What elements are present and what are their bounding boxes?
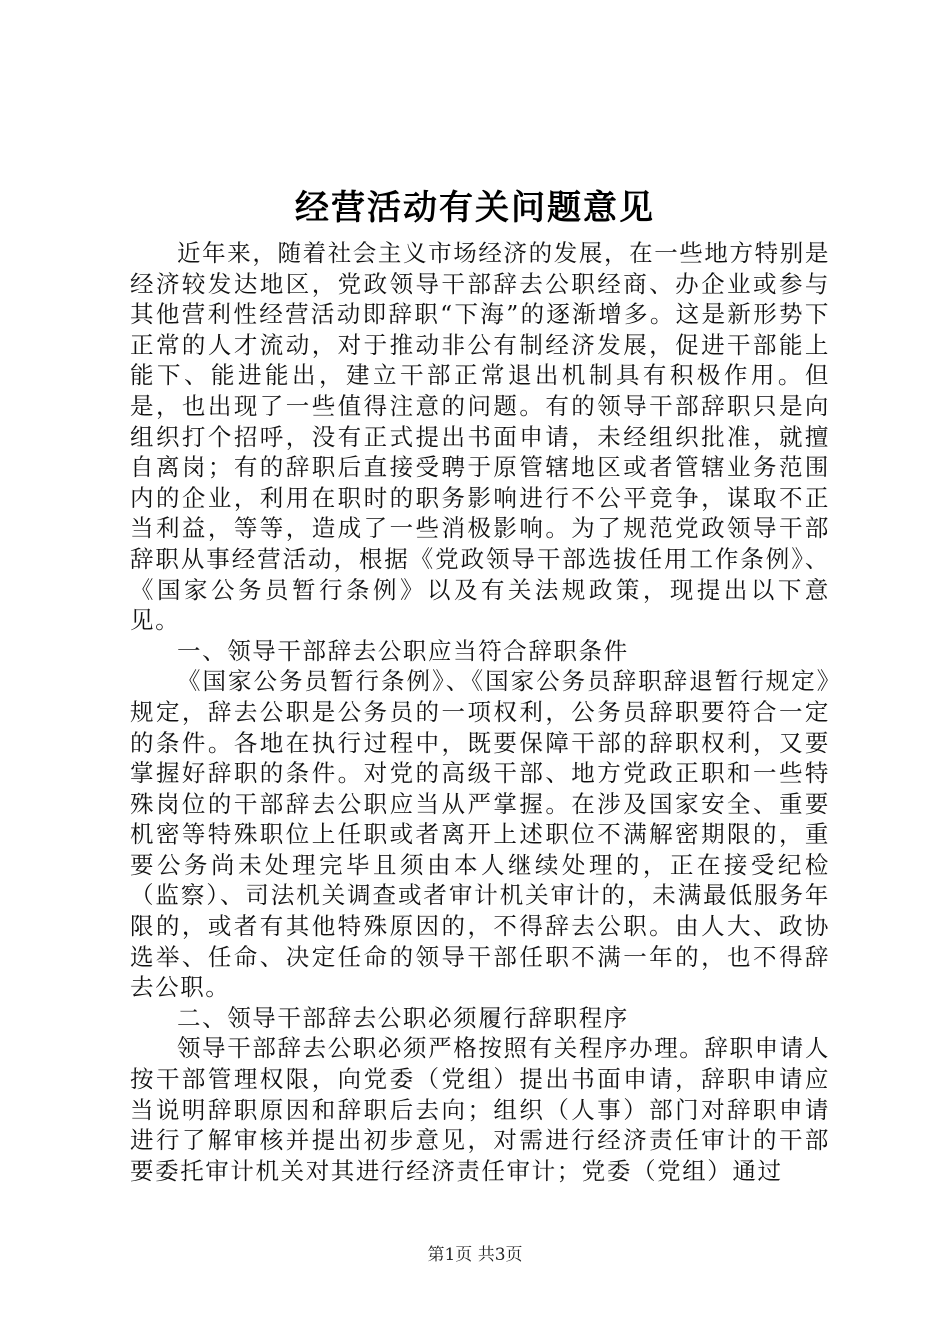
- section-heading-1: 一、领导干部辞去公职应当符合辞职条件: [177, 636, 629, 665]
- document-title: 经营活动有关问题意见: [295, 188, 655, 228]
- paragraph-intro: 近年来，随着社会主义市场经济的发展，在一些地方特别是经济较发达地区，党政领导干部辞去公职经商、办企业或参与其他营利性经营活动即辞职“下海”的逐渐增多。这是新形势下正常的人才流动，对于推动非公有制经济发展，促进干部能上能下、能进能出，建立干部正常退出机制具有积极作用。但是，也出现了一些值得注意的问题。有的领导干部辞职只是向组织打个招呼，没有正式提出书面申请，未经组织批准，就擅自离岗；有的辞职后直接受聘于原管辖地区或者管辖业务范围内的企业，利用在职时的职务影响进行不公平竞争，谋取不正当利益，等等，造成了一些消极影响。为了规范党政领导干部辞职从事经营活动，根据《党政领导干部选拔任用工作条例》、《国家公务员暂行条例》以及有关法规政策，现提出以下意见。: [130, 239, 830, 635]
- section-heading-2: 二、领导干部辞去公职必须履行辞职程序: [177, 1003, 629, 1032]
- document-body: [130, 238, 830, 1186]
- paragraph-section-2: 领导干部辞去公职必须严格按照有关程序办理。辞职申请人按干部管理权限，向党委（党组）提出书面申请，辞职申请应当说明辞职原因和辞职后去向；组织（人事）部门对辞职申请进行了解审核并提出初步意见，对需进行经济责任审计的干部要委托审计机关对其进行经济责任审计；党委（党组）通过: [130, 1034, 830, 1185]
- page-footer: 第1页 共3页: [427, 1245, 523, 1265]
- paragraph-section-1: 《国家公务员暂行条例》、《国家公务员辞职辞退暂行规定》规定，辞去公职是公务员的一项权利，公务员辞职要符合一定的条件。各地在执行过程中，既要保障干部的辞职权利，又要掌握好辞职的条件。对党的高级干部、地方党政正职和一些特殊岗位的干部辞去公职应当从严掌握。在涉及国家安全、重要机密等特殊职位上任职或者离开上述职位不满解密期限的，重要公务尚未处理完毕且须由本人继续处理的，正在接受纪检（监察）、司法机关调查或者审计机关审计的，未满最低服务年限的，或者有其他特殊原因的，不得辞去公职。由人大、政协选举、任命、决定任命的领导干部任职不满一年的，也不得辞去公职。: [130, 667, 830, 1002]
